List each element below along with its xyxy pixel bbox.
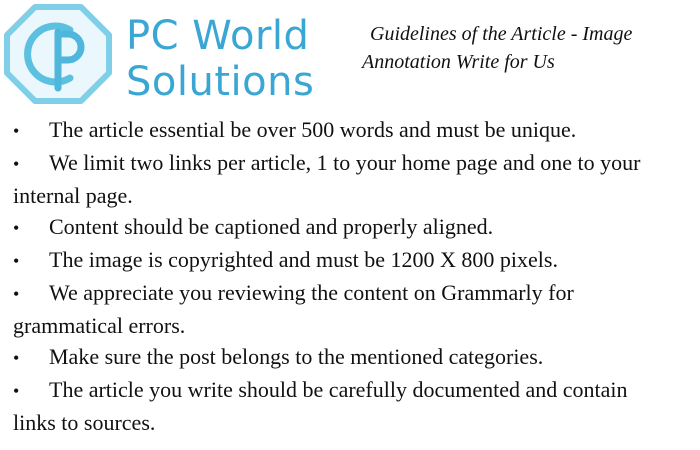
list-item bbox=[13, 114, 663, 147]
list-item-text: Make sure the post belongs to the mentioned categories. bbox=[49, 344, 544, 369]
logo-line-2: Solutions bbox=[126, 59, 315, 105]
bullet-marker: • bbox=[13, 348, 20, 368]
list-item bbox=[13, 277, 663, 341]
guidelines-list bbox=[13, 114, 663, 438]
list-item-text: Content should be captioned and properly aligned. bbox=[49, 214, 494, 239]
list-item-text: The article essential be over 500 words and must be unique. bbox=[49, 117, 577, 142]
list-item bbox=[13, 211, 663, 244]
list-item bbox=[13, 244, 663, 277]
list-item bbox=[13, 374, 663, 438]
page-title: Guidelines of the Article - Image Annotation Write for Us bbox=[362, 23, 633, 73]
pc-logo-icon bbox=[4, 4, 112, 104]
bullet-marker: • bbox=[13, 284, 20, 304]
bullet-marker: • bbox=[13, 251, 20, 271]
bullet-marker: • bbox=[13, 154, 20, 174]
brand-logo bbox=[4, 4, 352, 104]
logo-line-1: PC World bbox=[126, 13, 310, 59]
page-header bbox=[0, 0, 700, 108]
list-item-text: The article you write should be carefully documented and contain links to sources. bbox=[13, 377, 628, 435]
list-item-text: We appreciate you reviewing the content on Grammarly for grammatical errors. bbox=[13, 280, 574, 338]
list-item bbox=[13, 147, 663, 211]
list-item bbox=[13, 341, 663, 374]
bullet-marker: • bbox=[13, 121, 20, 141]
list-item-text: The image is copyrighted and must be 1200 X 800 pixels. bbox=[49, 247, 558, 272]
logo-wordmark bbox=[126, 6, 315, 105]
bullet-marker: • bbox=[13, 218, 20, 238]
bullet-marker: • bbox=[13, 381, 20, 401]
list-item-text: We limit two links per article, 1 to your home page and one to your internal page. bbox=[13, 150, 641, 208]
